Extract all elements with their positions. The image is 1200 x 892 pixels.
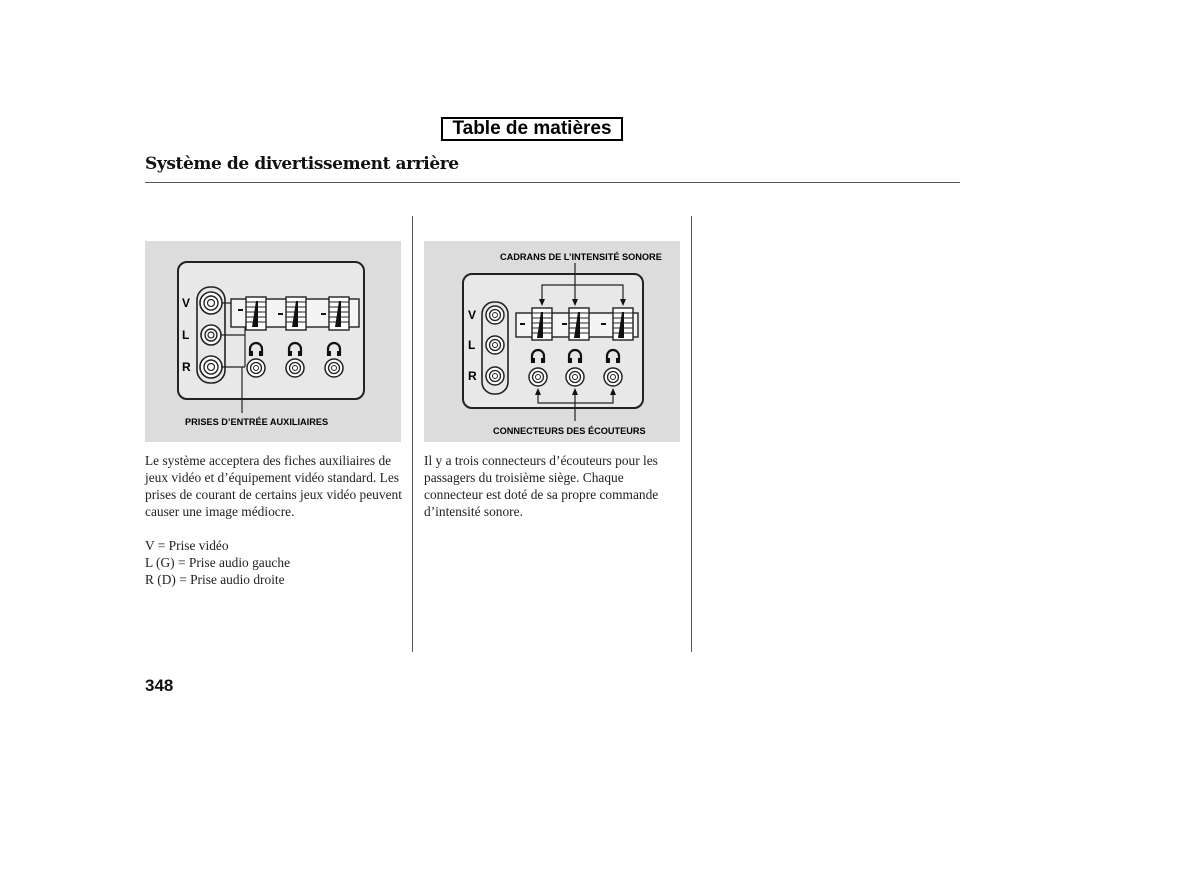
legend-line: L (G) = Prise audio gauche	[145, 555, 291, 570]
jack-letter-l: L	[182, 328, 190, 342]
left-column-text	[145, 452, 407, 588]
headphone-jack-3	[325, 359, 343, 377]
headphone-diagram	[424, 241, 680, 442]
headphone-jack-2	[566, 368, 584, 386]
headphone-jack-3	[604, 368, 622, 386]
jack-letter-v: V	[182, 296, 191, 310]
aux-input-diagram	[145, 241, 401, 442]
jack-letter-r: R	[468, 369, 477, 383]
headphone-figure	[424, 241, 680, 442]
column-divider-left	[412, 216, 413, 652]
legend-line: R (D) = Prise audio droite	[145, 572, 285, 587]
jack-letter-v: V	[468, 308, 477, 322]
headphone-paragraph: Il y a trois connecteurs d’écouteurs pour les passagers du troisième siège. Chaque connecteur est doté de sa propre commande d’intensité sonore.	[424, 453, 659, 519]
jack-letter-l: L	[468, 338, 476, 352]
table-of-contents-button[interactable]: Table de matières	[441, 117, 623, 141]
headphone-jack-1	[247, 359, 265, 377]
headphone-jack-2	[286, 359, 304, 377]
jack-letter-r: R	[182, 360, 191, 374]
legend-line: V = Prise vidéo	[145, 538, 229, 553]
audio-right-jack	[486, 367, 504, 385]
audio-right-jack	[200, 356, 222, 378]
page-title: Système de divertissement arrière	[145, 154, 459, 174]
aux-input-paragraph: Le système acceptera des fiches auxiliaires de jeux vidéo et d’équipement vidéo standard. Les prises de courant de certains jeux vidéo peuvent causer une image médiocre.	[145, 453, 402, 519]
aux-input-figure	[145, 241, 401, 442]
right-column-text	[424, 452, 684, 520]
title-divider	[145, 182, 960, 183]
page-number: 348	[145, 676, 174, 695]
aux-input-caption: PRISES D’ENTRÉE AUXILIAIRES	[185, 417, 329, 427]
headphone-connectors-caption: CONNECTEURS DES ÉCOUTEURS	[493, 426, 646, 436]
audio-left-jack	[486, 336, 504, 354]
video-jack	[200, 292, 222, 314]
volume-dials-caption: CADRANS DE L’INTENSITÉ SONORE	[500, 252, 662, 262]
column-divider-right	[691, 216, 692, 652]
audio-left-jack	[201, 325, 221, 345]
video-jack	[486, 306, 504, 324]
headphone-jack-1	[529, 368, 547, 386]
